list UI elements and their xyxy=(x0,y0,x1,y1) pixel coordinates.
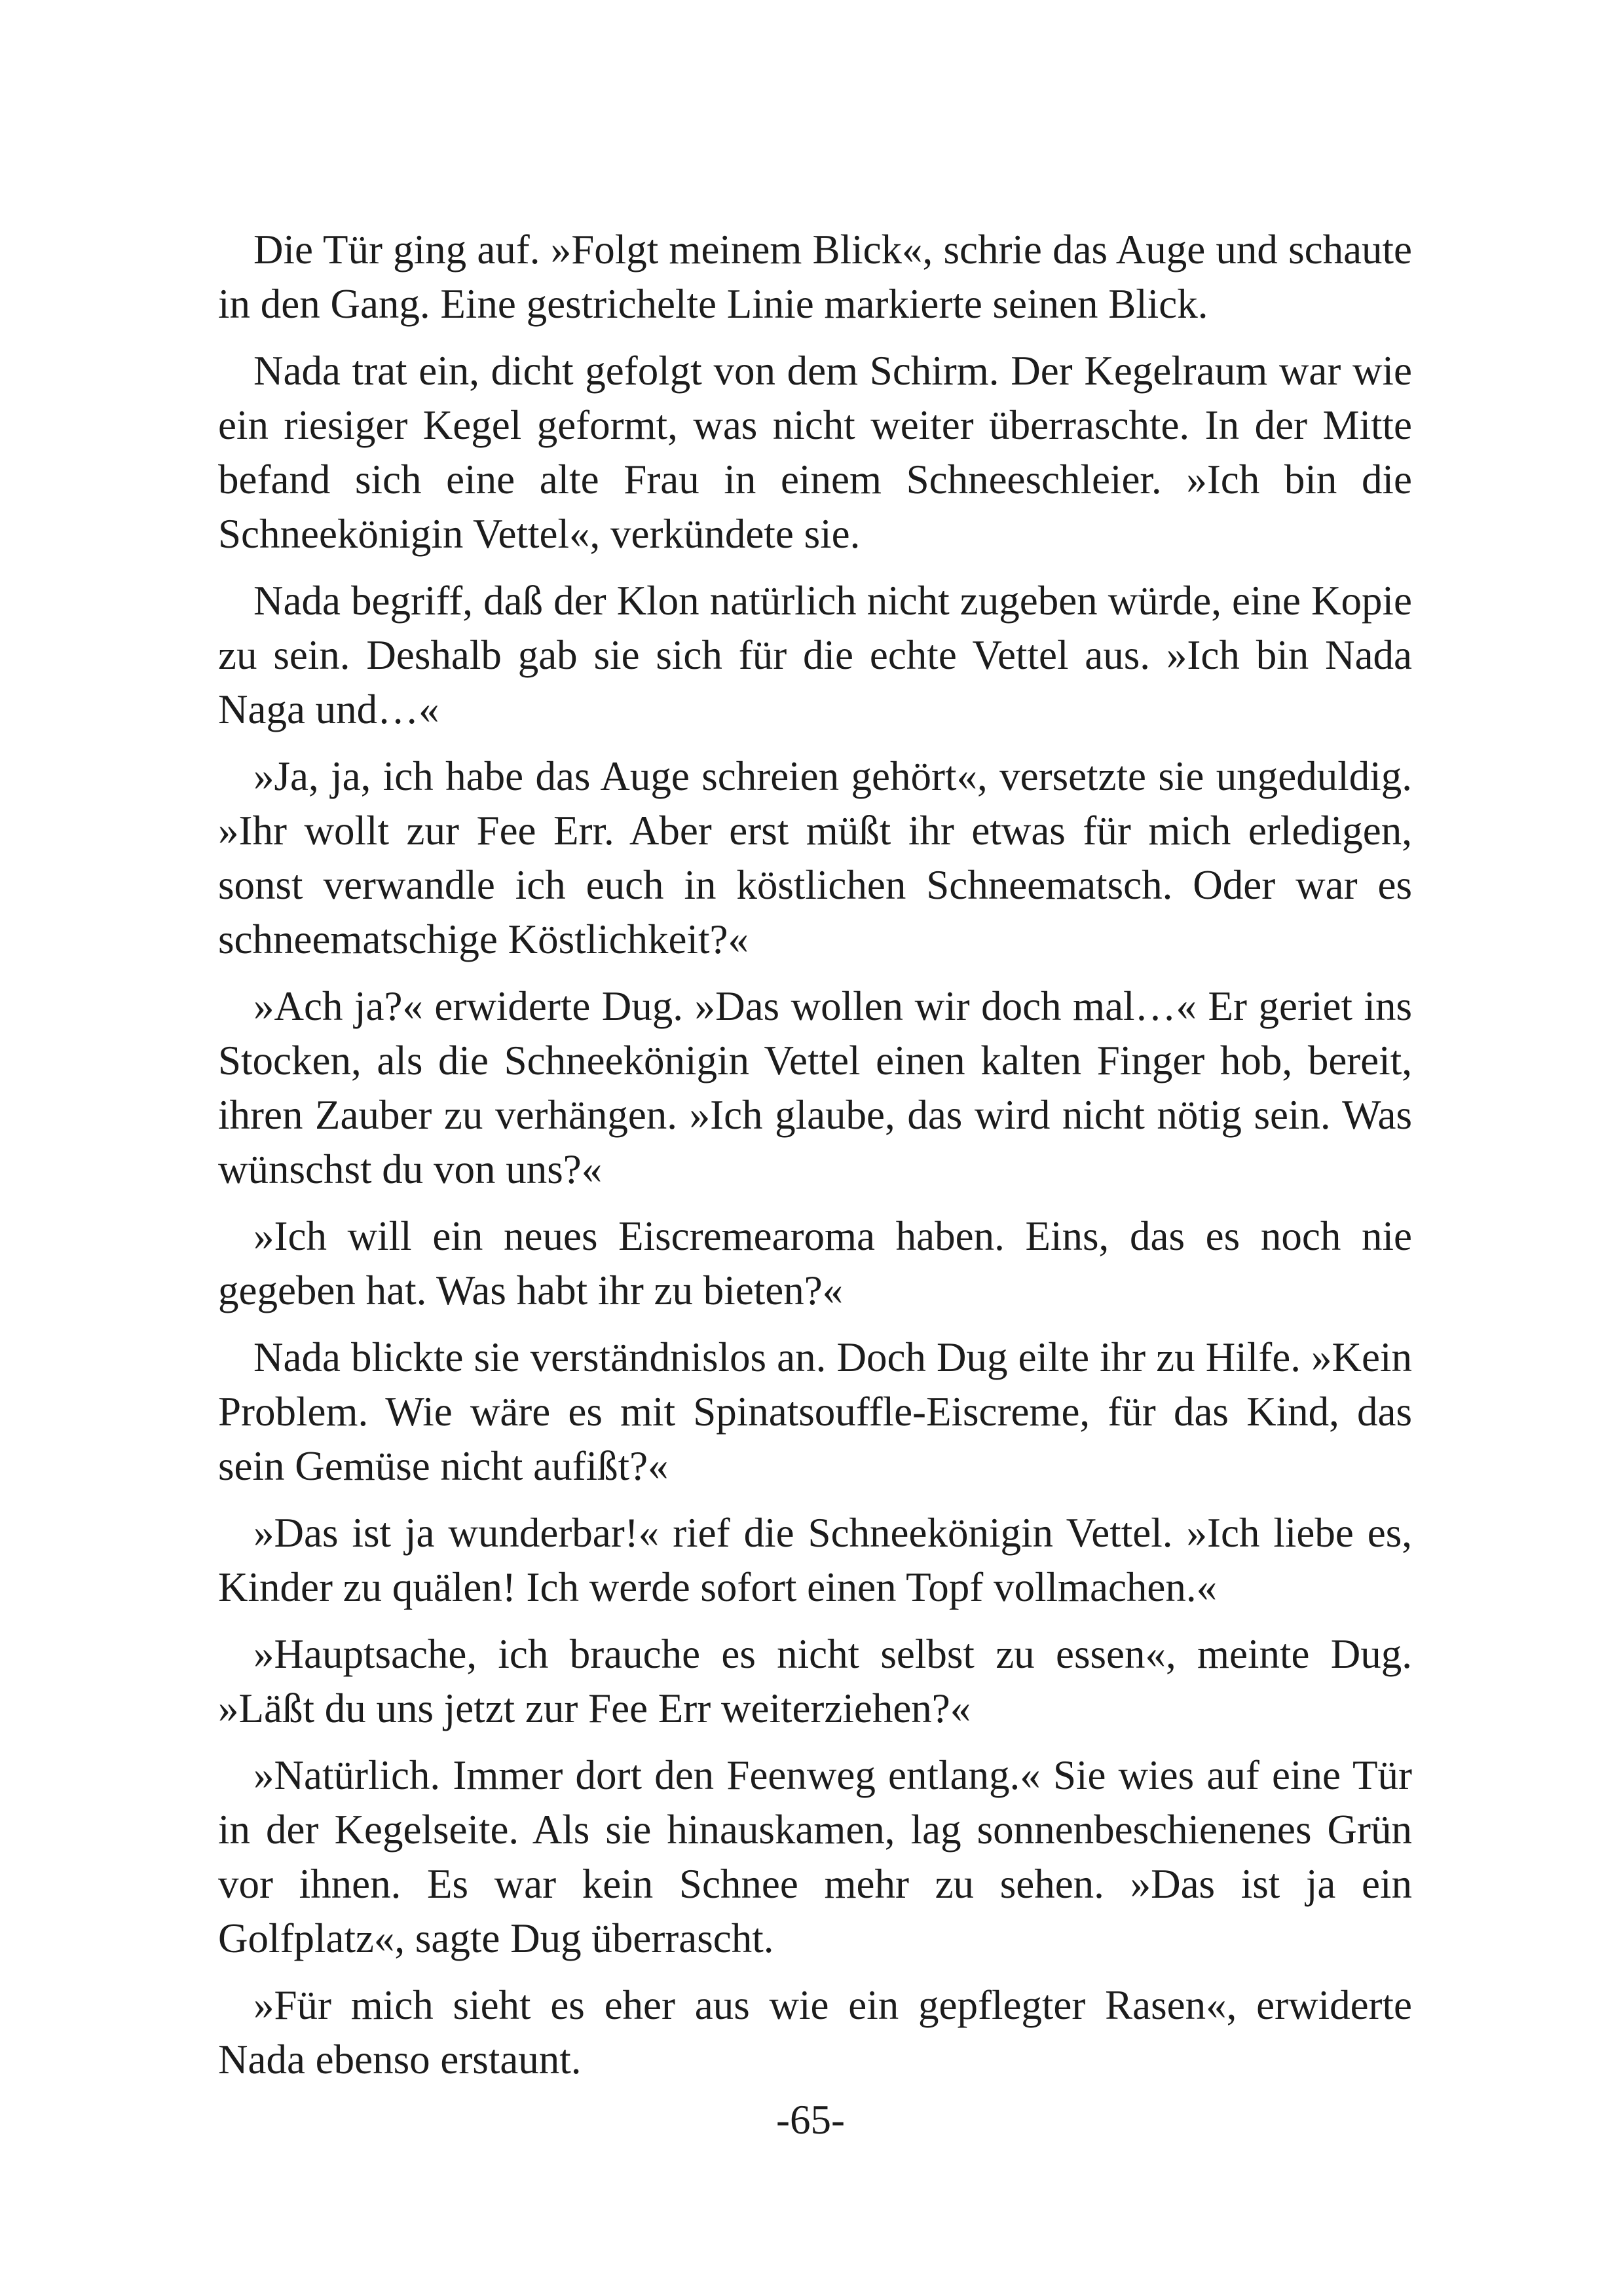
paragraph-4: »Ja, ja, ich habe das Auge schreien gehört«, versetzte sie ungeduldig. »Ihr wollt zur Fee Err. Aber erst müßt ihr etwas für mich erledigen, sonst verwandle ich euch in köstlichen Schneematsch. Oder war es schneematschige Köstlichkeit?« xyxy=(218,753,1412,962)
body-text xyxy=(218,223,1412,2099)
paragraph-10: »Natürlich. Immer dort den Feenweg entlang.« Sie wies auf eine Tür in der Kegelseite. Als sie hinauskamen, lag sonnenbeschienenes Grün vor ihnen. Es war kein Schnee mehr zu sehen. »Das ist ja ein Golfplatz«, sagte Dug überrascht. xyxy=(218,1752,1412,1961)
paragraph-5: »Ach ja?« erwiderte Dug. »Das wollen wir doch mal…« Er geriet ins Stocken, als die Schneekönigin Vettel einen kalten Finger hob, bereit, ihren Zauber zu verhängen. »Ich glaube, das wird nicht nötig sein. Was wünschst du von uns?« xyxy=(218,983,1412,1192)
paragraph-3: Nada begriff, daß der Klon natürlich nicht zugeben würde, eine Kopie zu sein. Deshalb gab sie sich für die echte Vettel aus. »Ich bin Nada Naga und…« xyxy=(218,578,1412,732)
paragraph-8: »Das ist ja wunderbar!« rief die Schneekönigin Vettel. »Ich liebe es, Kinder zu quälen! Ich werde sofort einen Topf vollmachen.« xyxy=(218,1510,1412,1610)
paragraph-9: »Hauptsache, ich brauche es nicht selbst zu essen«, meinte Dug. »Läßt du uns jetzt zur Fee Err weiterziehen?« xyxy=(218,1631,1412,1731)
paragraph-11: »Für mich sieht es eher aus wie ein gepflegter Rasen«, erwiderte Nada ebenso erstaunt. xyxy=(218,1982,1412,2082)
paragraph-2: Nada trat ein, dicht gefolgt von dem Schirm. Der Kegelraum war wie ein riesiger Kegel geformt, was nicht weiter überraschte. In der Mitte befand sich eine alte Frau in einem Schneeschleier. »Ich bin die Schneekönigin Vettel«, verkündete sie. xyxy=(218,348,1412,557)
paragraph-7: Nada blickte sie verständnislos an. Doch Dug eilte ihr zu Hilfe. »Kein Problem. Wie wäre es mit Spinatsouffle-Eiscreme, für das Kind, das sein Gemüse nicht aufißt?« xyxy=(218,1334,1412,1489)
page-number: -65- xyxy=(776,2097,845,2143)
paragraph-1: Die Tür ging auf. »Folgt meinem Blick«, schrie das Auge und schaute in den Gang. Eine gestrichelte Linie markierte seinen Blick. xyxy=(218,227,1412,327)
paragraph-6: »Ich will ein neues Eiscremearoma haben. Eins, das es noch nie gegeben hat. Was habt ihr zu bieten?« xyxy=(218,1213,1412,1313)
